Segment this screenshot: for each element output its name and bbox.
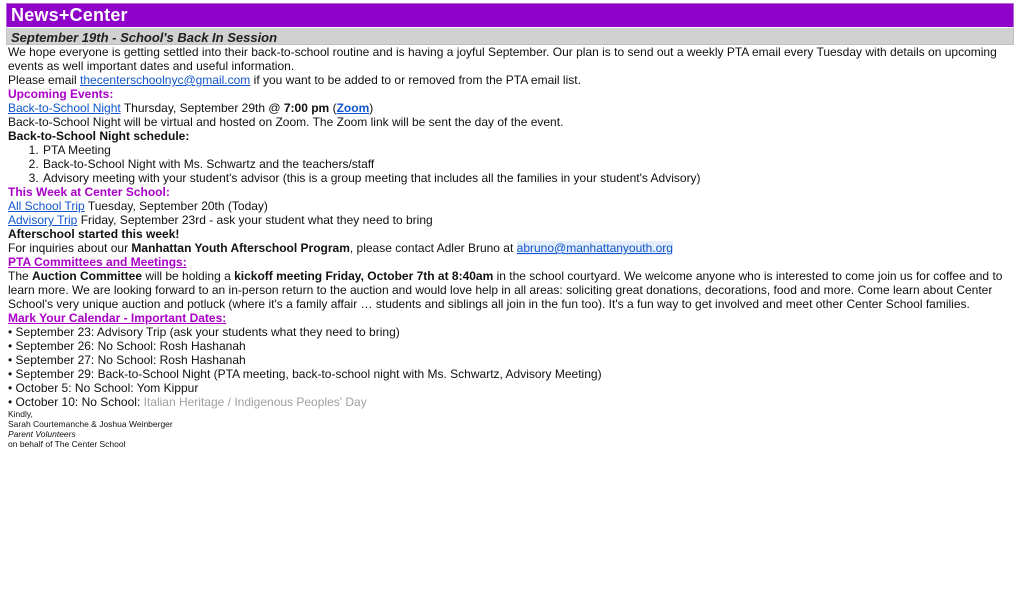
bullet-glyph: • [8, 353, 13, 367]
signature-line: Kindly, [8, 409, 33, 419]
all-school-trip-text: Tuesday, September 20th (Today) [84, 199, 268, 213]
calendar-item-text: October 5: No School: Yom Kippur [12, 381, 199, 395]
signature-names: Sarah Courtemanche & Joshua Weinberger [8, 419, 173, 429]
afterschool-section [8, 227, 1013, 255]
event-note: Back-to-School Night will be virtual and hosted on Zoom. The Zoom link will be sent the day of the event. [8, 115, 564, 129]
calendar-item-text: October 10: No School: [12, 395, 144, 409]
newsletter-title: News+Center [11, 5, 128, 25]
calendar-item [8, 325, 1013, 339]
schedule-heading: Back-to-School Night schedule: [8, 129, 190, 143]
calendar-item-muted-text: Italian Heritage / Indigenous Peoples' Day [143, 395, 367, 409]
pta-committees-section [8, 255, 1013, 311]
calendar-item [8, 339, 1013, 353]
bullet-glyph: • [8, 339, 13, 353]
bullet-glyph: • [8, 367, 13, 381]
calendar-item-text: September 29: Back-to-School Night (PTA meeting, back-to-school night with Ms. Schwartz, Advisory Meeting) [12, 367, 602, 381]
this-week-heading: This Week at Center School: [8, 185, 170, 199]
advisory-trip-line [8, 213, 1013, 227]
upcoming-events-section [8, 87, 1013, 129]
event-paren-open: ( [329, 101, 337, 115]
calendar-item [8, 367, 1013, 381]
afterschool-text-before: For inquiries about our [8, 241, 132, 255]
pta-text-before: The [8, 269, 33, 283]
event-paren-close: ) [369, 101, 374, 115]
newsletter-subtitle: September 19th - School's Back In Session [11, 30, 278, 45]
schedule-list [8, 143, 1013, 185]
intro-text: We hope everyone is getting settled into their back-to-school routine and is having a joyful September. Our plan is to send out a weekly PTA email every Tuesday with details on upcoming events as well important dates and useful information. [8, 45, 997, 73]
pta-text-after: in the school courtyard. We welcome anyone who is interested to come join us for coffee and to learn more. We are looking forward to an in-person return to the auction and would love help in all areas: soliciting great donations, decorations, food and more. Come learn about Center School's very unique auction and potluck (where it's a family affair … students and siblings all join in the fun too). It's a fun way to get involved and meet other Center School families. [8, 269, 1003, 311]
afterschool-text-mid: , please contact Adler Bruno at [349, 241, 517, 255]
back-to-school-night-link[interactable]: Back-to-School Night [8, 101, 121, 115]
advisory-trip-text: Friday, September 23rd - ask your student what they need to bring [77, 213, 433, 227]
schedule-item: 2. Back-to-School Night with Ms. Schwartz and the teachers/staff [42, 157, 1013, 171]
abruno-email-link[interactable]: abruno@manhattanyouth.org [516, 241, 673, 255]
schedule-section [8, 129, 1013, 185]
kickoff-meeting-text: kickoff meeting Friday, October 7th at 8:40am [234, 269, 494, 283]
afterschool-line [8, 241, 1013, 255]
calendar-heading: Mark Your Calendar - Important Dates: [8, 311, 227, 325]
calendar-item-text: September 23: Advisory Trip (ask your students what they need to bring) [12, 325, 400, 339]
header-subtitle-bar [6, 27, 1014, 45]
calendar-item [8, 395, 1013, 409]
calendar-item [8, 381, 1013, 395]
bullet-glyph: • [8, 395, 13, 409]
advisory-trip-link[interactable]: Advisory Trip [8, 213, 78, 227]
signature-role: Parent Volunteers [8, 429, 76, 439]
email-list-text-after: if you want to be added to or removed from the PTA email list. [250, 73, 581, 87]
bullet-glyph: • [8, 381, 13, 395]
auction-committee-text: Auction Committee [32, 269, 143, 283]
all-school-trip-link[interactable]: All School Trip [8, 199, 85, 213]
pta-committees-heading: PTA Committees and Meetings: [8, 255, 187, 269]
event-date-text: Thursday, September 29th @ [120, 101, 284, 115]
zoom-link[interactable]: Zoom [336, 101, 370, 115]
intro-paragraph [8, 45, 1013, 73]
header-title-bar [6, 3, 1014, 27]
afterschool-program-name: Manhattan Youth Afterschool Program [131, 241, 350, 255]
email-list-text-before: Please email [8, 73, 81, 87]
upcoming-events-heading: Upcoming Events: [8, 87, 114, 101]
calendar-item-text: September 26: No School: Rosh Hashanah [12, 339, 246, 353]
email-list-paragraph [8, 73, 1013, 87]
this-week-section [8, 185, 1013, 227]
newsletter-header [6, 3, 1014, 45]
calendar-item-text: September 27: No School: Rosh Hashanah [12, 353, 246, 367]
pta-email-link[interactable]: thecenterschoolnyc@gmail.com [80, 73, 251, 87]
newsletter-body [0, 45, 1023, 449]
all-school-trip-line [8, 199, 1013, 213]
signature-block [8, 409, 1013, 449]
pta-text-mid: will be holding a [142, 269, 235, 283]
calendar-section [8, 311, 1013, 409]
schedule-item: 1. PTA Meeting [42, 143, 1013, 157]
event-time-text: 7:00 pm [283, 101, 330, 115]
afterschool-heading: Afterschool started this week! [8, 227, 180, 241]
event-line [8, 101, 1013, 115]
bullet-glyph: • [8, 325, 13, 339]
schedule-item: 3. Advisory meeting with your student's advisor (this is a group meeting that includes all the families in your student's Advisory) [42, 171, 1013, 185]
calendar-item [8, 353, 1013, 367]
signature-org: on behalf of The Center School [8, 439, 126, 449]
pta-committees-paragraph [8, 269, 1013, 311]
